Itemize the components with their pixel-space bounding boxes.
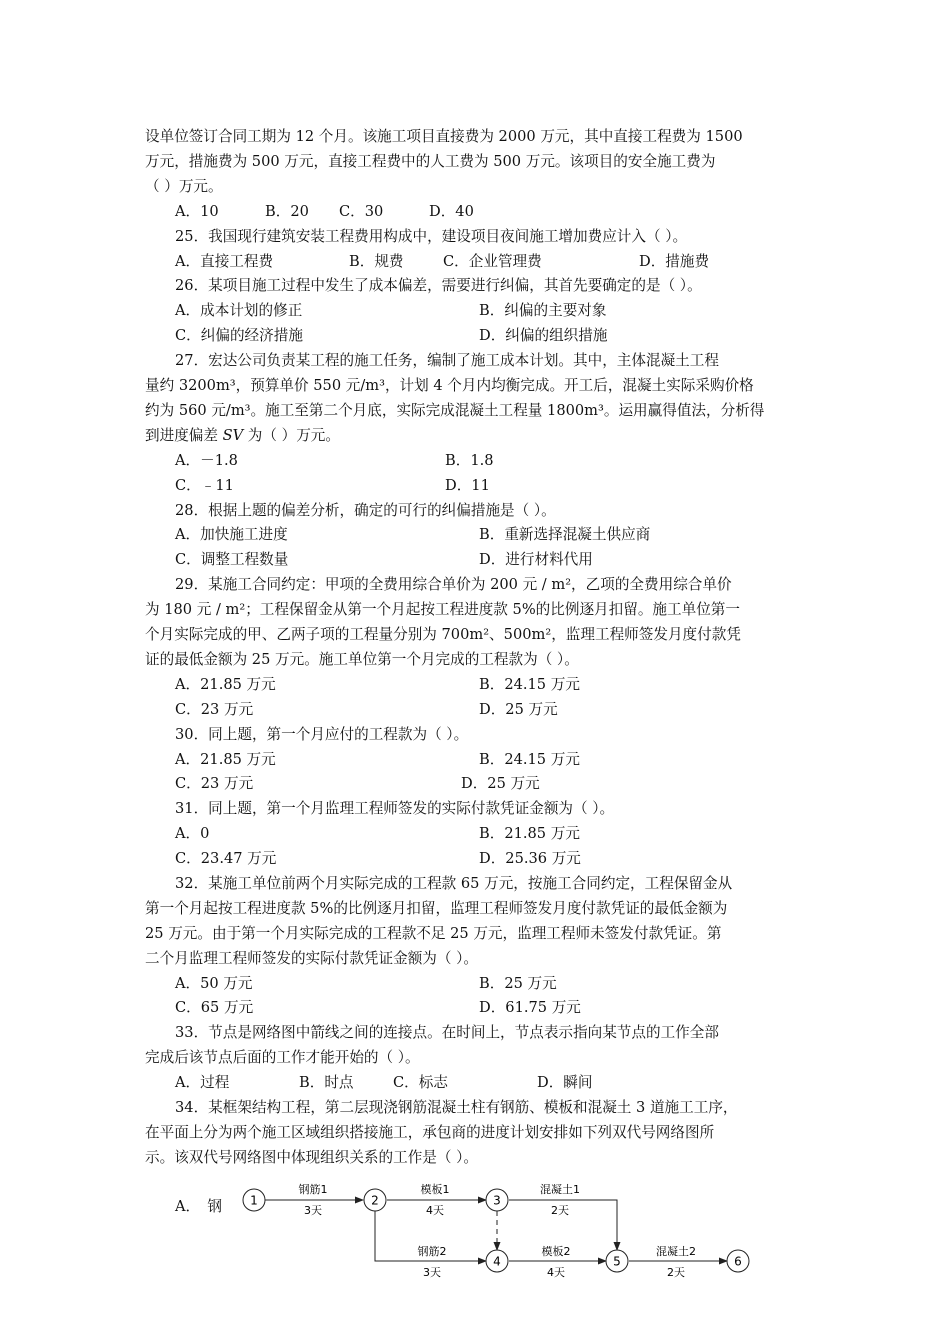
q30-stem: 30．同上题，第一个月应付的工程款为（ ）。 xyxy=(175,725,469,743)
q32-line-1: 32．某施工单位前两个月实际完成的工程款 65 万元，按施工合同约定，工程保留金从 xyxy=(175,874,733,892)
q27-line-1: 27．宏达公司负责某工程的施工任务，编制了施工成本计划。其中，主体混凝土工程 xyxy=(175,352,719,370)
q28-stem: 28．根据上题的偏差分析，确定的可行的纠偏措施是（ ）。 xyxy=(175,501,556,519)
q31-options-cd xyxy=(145,847,810,872)
q24-option-d: D．40 xyxy=(429,202,474,220)
q27-option-a: A．－1.8 xyxy=(175,451,238,469)
q26-stem: 26．某项目施工过程中发生了成本偏差，需要进行纠偏，其首先要确定的是（ ）。 xyxy=(175,277,702,295)
q31-option-d: D．25.36 万元 xyxy=(479,850,581,868)
node-3 xyxy=(486,1189,508,1211)
q26-option-c: C．纠偏的经济措施 xyxy=(175,327,303,345)
q29-option-d: D．25 万元 xyxy=(479,700,558,718)
q27-line-2: 量约 3200m³，预算单价 550 元/m³，计划 4 个月内均衡完成。开工后，混凝土实际采购价格 xyxy=(145,377,754,394)
q27-line-4 xyxy=(145,424,810,449)
node-5-label: 5 xyxy=(613,1254,621,1269)
node-3-label: 3 xyxy=(493,1193,501,1208)
q33-option-a: A．过程 xyxy=(175,1074,230,1092)
node-2 xyxy=(364,1189,386,1211)
q29-option-c: C．23 万元 xyxy=(175,700,254,718)
q32-line-3: 25 万元。由于第一个月实际完成的工程款不足 25 万元，监理工程师未签发付款凭证。第 xyxy=(145,924,722,942)
activity-gangjin2-name: 钢筋2 xyxy=(417,1245,447,1258)
q31-options-ab xyxy=(145,822,810,847)
node-4 xyxy=(486,1250,508,1272)
q29-line-2: 为 180 元 / m²；工程保留金从第一个月起按工程进度款 5%的比例逐月扣留。施工单位第一 xyxy=(145,601,740,619)
q32-option-a: A．50 万元 xyxy=(175,974,253,992)
q34-line-3: 示。该双代号网络图中体现组织关系的工作是（ ）。 xyxy=(145,1148,478,1166)
q30-options-cd xyxy=(145,772,810,797)
q27-option-c: C．﹣11 xyxy=(175,476,234,494)
q27-option-b: B．1.8 xyxy=(445,451,494,469)
q24-option-a: A．10 xyxy=(175,202,219,220)
q32-option-c: C．65 万元 xyxy=(175,999,254,1017)
activity-hunningtu1-duration: 2天 xyxy=(551,1204,569,1217)
q33-option-d: D．瞬间 xyxy=(537,1074,593,1092)
q30-option-c: C．23 万元 xyxy=(175,775,254,793)
q29-options-cd xyxy=(145,698,810,723)
q32-option-b: B．25 万元 xyxy=(479,974,557,992)
activity-gangjin2-duration: 3天 xyxy=(423,1266,441,1279)
activity-muban2-duration: 4天 xyxy=(547,1266,565,1279)
q28-options-cd xyxy=(145,548,810,573)
q29-line-4: 证的最低金额为 25 万元。施工单位第一个月完成的工程款为（ ）。 xyxy=(145,650,579,668)
q32-line-2: 第一个月起按工程进度款 5%的比例逐月扣留，监理工程师签发月度付款凭证的最低金额为 xyxy=(145,899,728,917)
q26-options-ab xyxy=(145,299,810,324)
node-5 xyxy=(606,1250,628,1272)
activity-gangjin1-name: 钢筋1 xyxy=(298,1183,328,1196)
q31-option-a: A．0 xyxy=(175,825,210,843)
q25-option-c: C．企业管理费 xyxy=(443,252,542,270)
q30-option-d: D．25 万元 xyxy=(461,775,540,793)
q27-line-4-end: 为（ ）万元。 xyxy=(243,426,340,444)
q28-option-b: B．重新选择混凝土供应商 xyxy=(479,526,651,544)
q28-option-c: C．调整工程数量 xyxy=(175,551,289,569)
q25-option-d: D．措施费 xyxy=(639,252,710,270)
q33-options xyxy=(145,1071,810,1096)
activity-muban2-name: 模板2 xyxy=(541,1245,571,1258)
q28-option-a: A．加快施工进度 xyxy=(175,526,288,544)
q29-line-1: 29．某施工合同约定：甲项的全费用综合单价为 200 元 / m²，乙项的全费用综合单价 xyxy=(175,576,732,594)
node-1-label: 1 xyxy=(250,1193,258,1208)
q34-line-2: 在平面上分为两个施工区域组织搭接施工，承包商的进度计划安排如下列双代号网络图所 xyxy=(145,1123,715,1141)
activity-hunningtu2-duration: 2天 xyxy=(667,1266,685,1279)
q24-line-3: （ ）万元。 xyxy=(145,177,223,195)
q34-option-a: A． 钢 xyxy=(175,1198,223,1215)
q25-option-a: A．直接工程费 xyxy=(175,252,274,270)
question-text xyxy=(145,125,810,1171)
q33-line-2: 完成后该节点后面的工作才能开始的（ ）。 xyxy=(145,1049,420,1067)
activity-hunningtu2-name: 混凝土2 xyxy=(656,1245,696,1258)
q29-option-b: B．24.15 万元 xyxy=(479,675,580,693)
q29-line-3: 个月实际完成的甲、乙两子项的工程量分别为 700m²、500m²，监理工程师签发月度付款凭 xyxy=(145,626,741,643)
activity-muban1-name: 模板1 xyxy=(420,1183,450,1196)
q25-option-b: B．规费 xyxy=(349,252,404,270)
q32-options-ab xyxy=(145,972,810,997)
q30-option-a: A．21.85 万元 xyxy=(175,750,276,768)
q24-option-c: C．30 xyxy=(339,202,384,220)
q25-options xyxy=(145,250,810,275)
q30-option-b: B．24.15 万元 xyxy=(479,750,580,768)
q33-option-b: B．时点 xyxy=(299,1074,354,1092)
network-diagram xyxy=(0,1180,950,1290)
node-1 xyxy=(243,1189,265,1211)
q25-stem: 25．我国现行建筑安装工程费用构成中，建设项目夜间施工增加费应计入（ ）。 xyxy=(175,227,688,245)
q24-options xyxy=(145,200,810,225)
q32-line-4: 二个月监理工程师签发的实际付款凭证金额为（ ）。 xyxy=(145,949,478,967)
sv-symbol: SV xyxy=(222,426,244,444)
q34-line-1: 34．某框架结构工程，第二层现浇钢筋混凝土柱有钢筋、模板和混凝土 3 道施工工序， xyxy=(175,1099,738,1117)
q24-option-b: B．20 xyxy=(265,202,309,220)
q28-option-d: D．进行材料代用 xyxy=(479,551,593,569)
node-4-label: 4 xyxy=(493,1254,501,1269)
q29-options-ab xyxy=(145,673,810,698)
q24-line-1: 设单位签订合同工期为 12 个月。该施工项目直接费为 2000 万元，其中直接工程费为 1500 xyxy=(145,128,743,145)
q31-option-b: B．21.85 万元 xyxy=(479,825,580,843)
q24-line-2: 万元，措施费为 500 万元，直接工程费中的人工费为 500 万元。该项目的安全施工费为 xyxy=(145,152,716,170)
activity-hunningtu1-name: 混凝土1 xyxy=(540,1183,580,1196)
node-6 xyxy=(727,1250,749,1272)
q27-options-ab xyxy=(145,449,810,474)
q26-option-a: A．成本计划的修正 xyxy=(175,302,303,320)
q26-option-b: B．纠偏的主要对象 xyxy=(479,302,607,320)
q27-line-4-start: 到进度偏差 xyxy=(145,426,223,444)
q26-option-d: D．纠偏的组织措施 xyxy=(479,327,608,345)
q33-option-c: C．标志 xyxy=(393,1074,448,1092)
q26-options-cd xyxy=(145,324,810,349)
q29-option-a: A．21.85 万元 xyxy=(175,675,276,693)
q27-options-cd xyxy=(145,474,810,499)
q30-options-ab xyxy=(145,748,810,773)
node-6-label: 6 xyxy=(734,1254,742,1269)
q33-line-1: 33．节点是网络图中箭线之间的连接点。在时间上，节点表示指向某节点的工作全部 xyxy=(175,1024,719,1042)
q31-stem: 31．同上题，第一个月监理工程师签发的实际付款凭证金额为（ ）。 xyxy=(175,800,615,818)
q32-option-d: D．61.75 万元 xyxy=(479,999,581,1017)
q27-line-3: 约为 560 元/m³。施工至第二个月底，实际完成混凝土工程量 1800m³。运用赢得值法，分析得 xyxy=(145,401,765,419)
activity-gangjin1-duration: 3天 xyxy=(304,1204,322,1217)
activity-muban1-duration: 4天 xyxy=(426,1204,444,1217)
q31-option-c: C．23.47 万元 xyxy=(175,850,277,868)
q28-options-ab xyxy=(145,523,810,548)
node-2-label: 2 xyxy=(371,1193,379,1208)
q32-options-cd xyxy=(145,996,810,1021)
q27-option-d: D．11 xyxy=(445,476,490,494)
